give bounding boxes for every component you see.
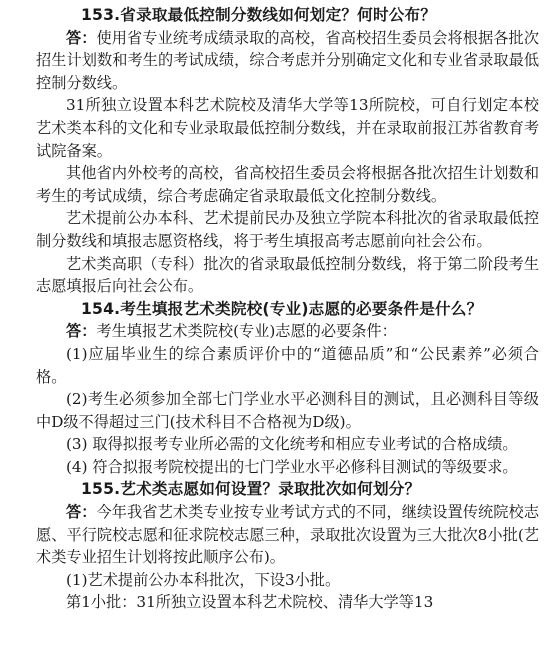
list-paragraph bbox=[36, 343, 539, 388]
answer-lead: 答： bbox=[66, 322, 97, 341]
body-paragraph bbox=[36, 94, 539, 162]
paragraph-text: 艺术提前公办本科、艺术提前民办及独立学院本科批次的省录取最低控制分数线和填报志愿资格线，将于考生填报高考志愿前向社会公布。 bbox=[36, 209, 539, 250]
answer-lead: 答： bbox=[66, 28, 97, 47]
body-paragraph bbox=[36, 207, 539, 252]
list-paragraph bbox=[36, 456, 539, 479]
paragraph-text: 今年我省艺术类专业按专业考试方式的不同，继续设置传统院校志愿、平行院校志愿和征求院校志愿三种，录取批次设置为三大批次8小批(艺术类专业招生计划将按此顺序公布)。 bbox=[36, 503, 540, 567]
paragraph-text: 艺术类高职（专科）批次的省录取最低控制分数线，将于第二阶段考生志愿填报后向社会公布。 bbox=[36, 254, 539, 296]
paragraph-text: 使用省专业统考成绩录取的高校，省高校招生委员会将根据各批次招生计划数和考生的考试成绩，综合考虑并分别确定文化和专业省录取最低控制分数线。 bbox=[36, 28, 540, 92]
question-heading: 153.省录取最低控制分数线如何划定？何时公布？ bbox=[81, 6, 437, 24]
paragraph-text: (2)考生必须参加全部七门学业水平必测科目的测试，且必测科目等级中D级不得超过三门(技术科目不合格视为D级)。 bbox=[36, 390, 539, 431]
list-paragraph bbox=[36, 433, 539, 456]
paragraph-text: (4) 符合拟报考院校提出的七门学业水平必修科目测试的等级要求。 bbox=[66, 457, 518, 476]
paragraph-text: (1)应届毕业生的综合素质评价中的“道德品质”和“公民素养”必须合格。 bbox=[36, 344, 539, 386]
paragraph-text: 第1小批：31所独立设置本科艺术院校、清华大学等13 bbox=[66, 593, 434, 612]
answer-paragraph bbox=[36, 320, 539, 343]
list-paragraph bbox=[36, 569, 539, 592]
answer-lead: 答： bbox=[66, 503, 97, 522]
paragraph-text: 其他省内外校考的高校，省高校招生委员会将根据各批次招生计划数和考生的考试成绩，综合考虑确定省录取最低文化控制分数线。 bbox=[36, 164, 539, 205]
question-heading: 155.艺术类志愿如何设置？录取批次如何划分？ bbox=[81, 480, 421, 499]
list-paragraph bbox=[36, 591, 539, 614]
paragraph-text: 31所独立设置本科艺术院校及清华大学等13所院校，可自行划定本校艺术类本科的文化和专业录取最低控制分数线，并在录取前报江苏省教育考试院备案。 bbox=[36, 96, 539, 160]
body-paragraph bbox=[36, 253, 539, 298]
answer-paragraph bbox=[36, 501, 539, 569]
list-paragraph bbox=[36, 388, 539, 433]
paragraph-text: (3) 取得拟报考专业所必需的文化统考和相应专业考试的合格成绩。 bbox=[66, 435, 518, 454]
paragraph-text: 考生填报艺术类院校(专业)志愿的必要条件： bbox=[96, 322, 397, 341]
question-heading: 154.考生填报艺术类院校(专业)志愿的必要条件是什么？ bbox=[81, 299, 483, 318]
body-paragraph bbox=[36, 162, 539, 207]
answer-paragraph bbox=[36, 27, 539, 95]
paragraph-text: (1)艺术提前公办本科批次，下设3小批。 bbox=[66, 570, 341, 589]
